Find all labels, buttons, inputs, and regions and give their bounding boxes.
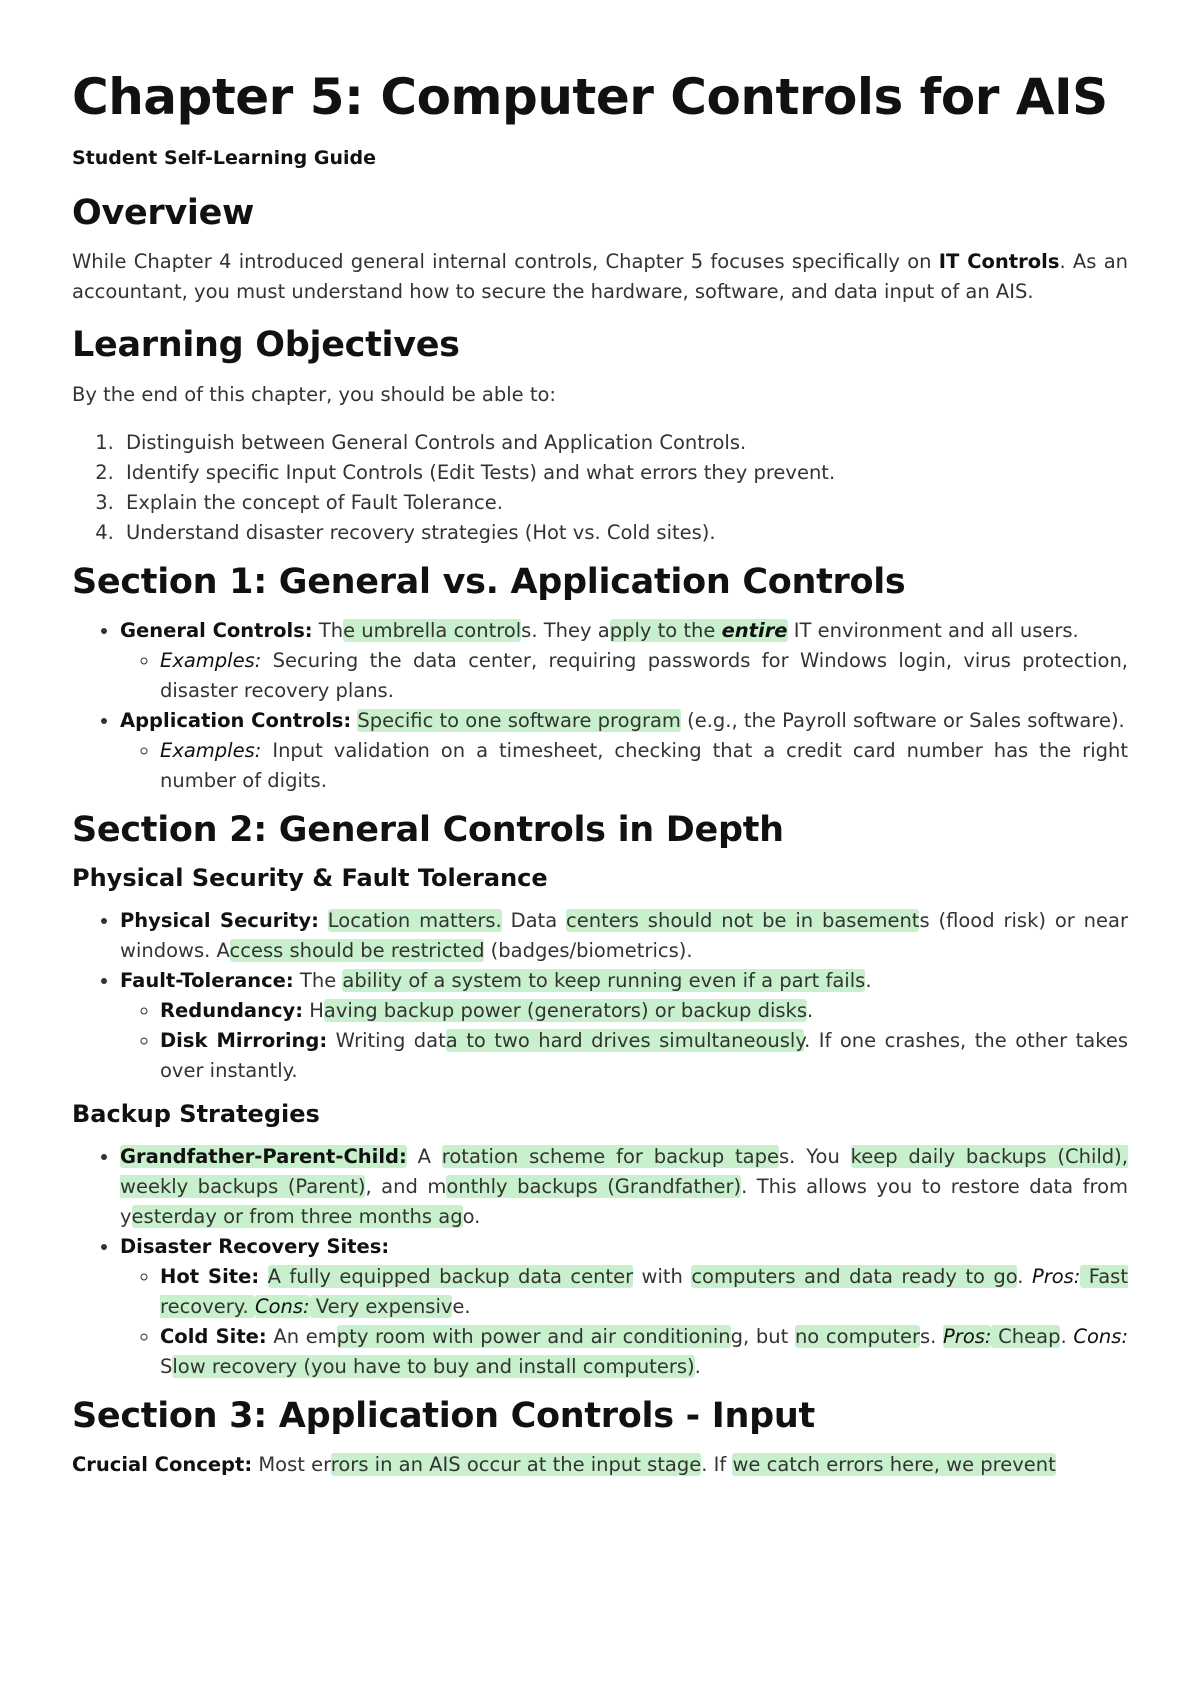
section1-heading: Section 1: General vs. Application Controls: [72, 561, 906, 602]
general-examples-item: ◦ Examples: Securing the data center, requiring passwords for Windows login, virus protection, disaster recovery plans.: [160, 646, 1128, 706]
redundancy-item: ◦ Redundancy: Having backup power (generators) or backup disks.: [160, 996, 1128, 1026]
crucial-concept-paragraph: Crucial Concept: Most errors in an AIS occur at the input stage. If we catch errors here, we prevent: [72, 1453, 1056, 1477]
disk-mirroring-item: ◦ Disk Mirroring: Writing data to two hard drives simultaneously. If one crashes, the other takes over instantly.: [160, 1026, 1128, 1086]
fault-tolerance-item: • Fault-Tolerance: The ability of a system to keep running even if a part fails. ◦ Redundancy: Having backup power (generators) or backup disks. ◦ Disk Mirroring: Writing data to two hard drives simultaneously. If one crashes, the other takes over instantly.: [120, 966, 1128, 1086]
backup-strategies-subheading: Backup Strategies: [72, 1100, 320, 1128]
page-subtitle: Student Self-Learning Guide: [72, 147, 376, 169]
section2-heading: Section 2: General Controls in Depth: [72, 809, 784, 850]
section2-list-1: [72, 906, 1128, 1086]
general-controls-item: • General Controls: The umbrella controls. They apply to the entire IT environment and all users. ◦ Examples: Securing the data center, requiring passwords for Windows login, virus protection, disaster recovery plans.: [120, 616, 1128, 706]
cold-site-item: ◦ Cold Site: An empty room with power and air conditioning, but no computers. Pros: Cheap. Cons: Slow recovery (you have to buy and install computers).: [160, 1322, 1128, 1382]
list-item: 4. Understand disaster recovery strategies (Hot vs. Cold sites).: [120, 518, 1128, 548]
gfs-item: • Grandfather-Parent-Child: A rotation scheme for backup tapes. You keep daily backups (Child), weekly backups (Parent), and monthly backups (Grandfather). This allows you to restore data from yesterday or from three months ago.: [120, 1142, 1128, 1232]
objectives-heading: Learning Objectives: [72, 325, 460, 366]
disaster-recovery-item: • Disaster Recovery Sites: ◦ Hot Site: A fully equipped backup data center with computers and data ready to go. Pros: Fast recovery. Cons: Very expensive. ◦ Cold Site: An empty room with power and air conditioning, but no computers. Pros: Cheap. Cons: Slow recovery (you have to buy and install computers).: [120, 1232, 1128, 1382]
physical-security-subheading: Physical Security & Fault Tolerance: [72, 864, 548, 892]
application-controls-item: • Application Controls: Specific to one software program (e.g., the Payroll software or Sales software). ◦ Examples: Input validation on a timesheet, checking that a credit card number has the right number of digits.: [120, 706, 1128, 796]
list-item: 2. Identify specific Input Controls (Edit Tests) and what errors they prevent.: [120, 458, 1128, 488]
section3-heading: Section 3: Application Controls - Input: [72, 1396, 815, 1436]
objectives-intro: By the end of this chapter, you should be able to:: [72, 382, 556, 406]
section2-list-2: [72, 1142, 1128, 1382]
list-item: 3. Explain the concept of Fault Tolerance.: [120, 488, 1128, 518]
page-title: Chapter 5: Computer Controls for AIS: [72, 68, 1108, 126]
hot-site-item: ◦ Hot Site: A fully equipped backup data center with computers and data ready to go. Pros: Fast recovery. Cons: Very expensive.: [160, 1262, 1128, 1322]
application-examples-item: ◦ Examples: Input validation on a timesheet, checking that a credit card number has the right number of digits.: [160, 736, 1128, 796]
list-item: 1. Distinguish between General Controls and Application Controls.: [120, 428, 1128, 458]
overview-paragraph: While Chapter 4 introduced general internal controls, Chapter 5 focuses specifically on IT Controls. As an accountant, you must understand how to secure the hardware, software, and data input of an AIS.: [72, 250, 1129, 304]
physical-security-item: • Physical Security: Location matters. Data centers should not be in basements (flood risk) or near windows. Access should be restricted (badges/biometrics).: [120, 906, 1128, 966]
section1-list: [72, 616, 1128, 796]
objectives-list: [72, 428, 1128, 548]
overview-heading: Overview: [72, 193, 255, 233]
